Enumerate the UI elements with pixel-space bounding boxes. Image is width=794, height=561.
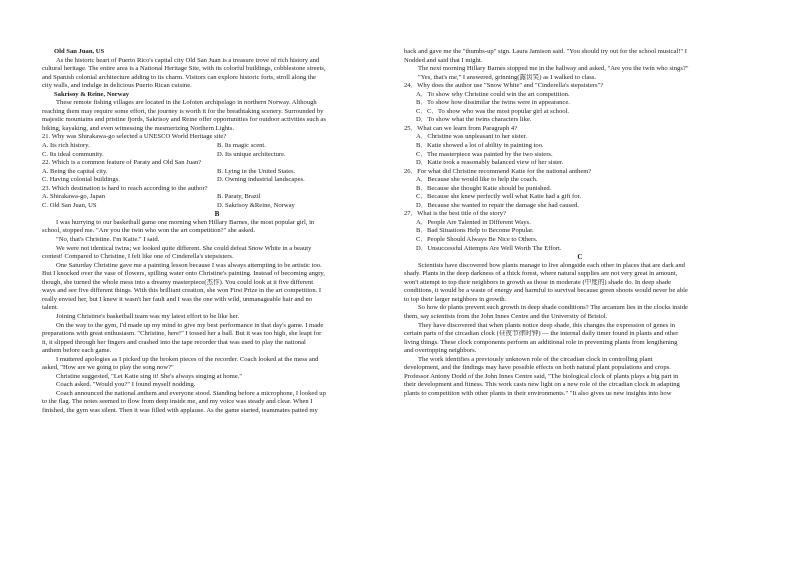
text-line: D．Because she wanted to repair the damage she had caused. [416, 201, 579, 209]
text-line: D．To show what the twins characters like. [416, 116, 532, 124]
option-row [42, 176, 392, 185]
text-line: These remote fishing villages are located in the Lofoten archipelago in northern Norway. Although [56, 99, 317, 107]
text-line: 24．Why does the author use "Snow White" and "Cinderella's stepsisters"? [404, 82, 604, 90]
option-text: B. Lying in the United States. [217, 167, 296, 175]
option-text: C. Its ideal community. [42, 150, 104, 158]
text-line: back and gave me the "thumbs-up" sign. Laura Jamison said. "You should try out for the school musical!" I [404, 48, 687, 55]
text-line: B．Katie showed a lot of ability in painting too. [416, 142, 544, 150]
text-line: A．People Are Talented in Different Ways. [416, 218, 531, 226]
section-heading: C [577, 253, 583, 262]
text-line: So how do plants prevent such growth in deep shade conditions? The arcanum lies in the clocks inside [418, 304, 688, 312]
text-line: their development and fitness. This work casts new light on a new role of the circadian clock in adapting [404, 381, 680, 389]
text-line: C．Because she knew perfectly well what Katie had a gift for. [416, 193, 581, 201]
text-line: 26．For what did Christine recommend Katie for the national anthem? [404, 167, 592, 175]
option-row [42, 142, 392, 151]
text-line: 25．What can we learn from Paragraph 4? [404, 124, 518, 132]
text-line: though, she turned the whole mess into a dreamy masterpiece(杰作). You could look at it five different [42, 278, 314, 286]
text-line: I was hurrying to our basketball game one morning when Hillary Barnes, the most popular girl, in [56, 218, 315, 226]
text-line: Nodded and said that I might. [404, 56, 483, 64]
text-line: to top their larger neighbors in growth. [404, 295, 507, 303]
text-line: Sakrisoy & Reine, Norway [54, 90, 130, 98]
text-line: city walls, and indulge in delicious Puerto Rican cuisine. [42, 82, 192, 90]
text-line: certain parts of the circadian clock (昼夜节律时钟) — the internal daily timer found in plants and other [404, 330, 679, 338]
text-line: shady. Plants in the deep darkness of a thick forest, where natural supplies are not very great in amount, [404, 270, 678, 278]
text-line: A．Because she would like to help the coach. [416, 176, 538, 184]
right-column [404, 48, 756, 398]
text-line: conditions, it would be a waste of energy and harmful to survival because green shoots would never be able [404, 287, 688, 295]
text-line: They have discovered that when plants notice deep shade, this changes the expression of genes in [418, 321, 676, 329]
text-line: Scientists have discovered how plants manage to live alongside each other in places that are dark and [418, 261, 685, 269]
text-line: C．C．To show who was the most popular girl at school. [416, 107, 570, 115]
option-text: D. Its unique architecture. [217, 150, 286, 158]
text-line: finished, the gym was silent. Then it was filled with applause. As the game started, teammates patted my [42, 406, 318, 414]
text-line: We were not identical twins; we looked quite different. She could defeat Snow White in a beauty [56, 244, 312, 252]
text-line: living things. These clock components perform an additional role in preventing plants from lengthening [404, 338, 678, 346]
text-line: hiking, kayaking, and even witnessing the mesmerizing Northern Lights. [42, 124, 235, 132]
option-text: A. Its rich history. [42, 142, 90, 150]
text-line: As the historic heart of Puerto Rico's capital city Old San Juan is a treasure trove of rich history and [56, 56, 320, 64]
text-line: Coach announced the national anthem and everyone stood. Standing before a microphone, I looked up [56, 389, 326, 397]
option-row [42, 202, 392, 211]
text-line: asked, "How are we going to play the song now?" [42, 364, 174, 372]
text-line: Coach asked. "Would you?" I found myself nodding. [56, 381, 196, 389]
text-line: The next morning Hillary Barnes stopped me in the hallway and asked, "Are you the twin who sings?" [418, 65, 689, 73]
text-line: preparations with great enthusiasm. "Christine, here!" I tossed her a ball. But it was too high, she leapt for [42, 330, 322, 338]
text-line: and overtopping neighbors. [404, 347, 477, 355]
text-line: talent. [42, 304, 59, 312]
text-line: anthem before each game. [42, 347, 112, 355]
text-line: to the flag. The notes seemed to flow from deep inside me, and my voice was steady and clear. When I [42, 398, 313, 406]
text-line: 23. Which destination is hard to reach according to the author? [42, 184, 208, 192]
text-line: "No, that's Christine. I'm Katie." I said. [56, 236, 160, 244]
option-text: D. Sakrisoy &Reine, Norway [217, 201, 295, 209]
section-heading: B [214, 210, 220, 219]
text-line: Joining Christine's basketball team was my latest effort to be like her. [56, 312, 240, 320]
option-row [42, 168, 392, 177]
text-line: it, it slipped through her fingers and crashed into the tape recorder that was used to play the national [42, 338, 306, 346]
option-text: D. Owning industrial landscapes. [217, 176, 305, 184]
text-line: 27．What is the best title of the story? [404, 210, 506, 218]
text-line: I muttered apologies as I picked up the broken pieces of the recorder. Coach looked at the mess and [56, 355, 319, 363]
text-line: Old San Juan, US [54, 48, 105, 55]
option-text: C. Having colonial buildings. [42, 176, 120, 184]
text-line: D．Katie took a reasonably balanced view of her sister. [416, 159, 564, 167]
option-text: B. Its magic scent. [217, 142, 266, 150]
option-row [42, 151, 392, 160]
text-line: 22. Which is a common feature of Paraty and Old San Juan? [42, 159, 202, 167]
text-line: One Saturday Christine gave me a painting lesson because I was always attempting to be artistic too. [56, 261, 322, 269]
text-line: But I knocked over the vase of flowers, spilling water onto Christine's painting. Instead of becoming angry, [42, 270, 325, 278]
text-line: Professor Antony Dodd of the John Innes Centre said, "The biological clock of plants plays a big part in [404, 372, 679, 380]
text-line: A．To show why Christine could win the art competition. [416, 90, 570, 98]
text-line: cultural heritage. The entire area is a National Heritage Site, with its colorful buildings, cobblestone streets, [42, 65, 326, 73]
text-line: ways and see five different things. With this brilliant creation, she won First Prize in the art competition. I [42, 287, 322, 295]
text-line: really envied her, but I knew it wasn't her fault and I was the one with wild, unmanageable hair and no [42, 295, 313, 303]
text-line: and Spanish colonial architecture adding to its charm. Visitors can explore historic forts, stroll along the [42, 73, 316, 81]
text-line: C．People Should Always Be Nice to Others. [416, 236, 538, 244]
text-line: school, stopped me. "Are you the twin who won the art competition?" she asked. [42, 227, 256, 235]
text-line: D．Unsuccessful Attempts Are Well Worth The Effort. [416, 244, 562, 252]
text-line: B．To show how dissimilar the twins were in appearance. [416, 99, 570, 107]
text-line: won't attempt to top their neighbors in growth as those in moderate (中度的) shade do. In deep shade [404, 278, 672, 286]
text-line: "Yes, that's me," I answered, grinning(露齿笑) as I walked to class. [418, 73, 597, 81]
text-line: C．The masterpiece was painted by the two sisters. [416, 150, 553, 158]
left-column [42, 48, 392, 416]
text-line: B．Bad Situations Help to Become Popular. [416, 227, 534, 235]
text-line: The work identifies a previously unknown role of the circadian clock in controlling plant [418, 355, 653, 363]
text-line: A．Christine was unpleasant to her sister. [416, 133, 527, 141]
option-text: C. Old San Juan, US [42, 201, 97, 209]
option-row [42, 193, 392, 202]
text-line: contest! Compared to Christine, I felt like one of Cinderella's stepsisters. [42, 253, 234, 261]
text-line: development, and the findings may have possible effects on both natural plant populations and crops. [404, 364, 671, 372]
text-line: reaching them may require some effort, the journey is worth it for the breathtaking scenery. Surrounded by [42, 107, 324, 115]
text-line: B．Because she thought Katie should be punished. [416, 184, 552, 192]
text-line: Christine suggested, "Let Katie sing it! She's always singing at home." [56, 372, 243, 380]
option-text: B. Paraty, Brazil [217, 193, 261, 201]
option-text: A. Being the capital city. [42, 167, 108, 175]
text-line: On the way to the gym, I'd made up my mind to give my best performance in that day's game. I made [56, 321, 324, 329]
text-line: 21. Why was Shirakawa-go selected a UNESCO World Heritage site? [42, 133, 227, 141]
option-text: A. Shirakawa-go, Japan [42, 193, 105, 201]
text-line: majestic mountains and pristine fjords, Sakrisoy and Reine offer opportunities for outdoor activities such as [42, 116, 326, 124]
text-line: them, say scientists from the John Innes Centre and the University of Bristol. [404, 312, 608, 320]
text-line: plants to competition with other plants in their environments." "It also gives us new insights into how [404, 389, 672, 397]
